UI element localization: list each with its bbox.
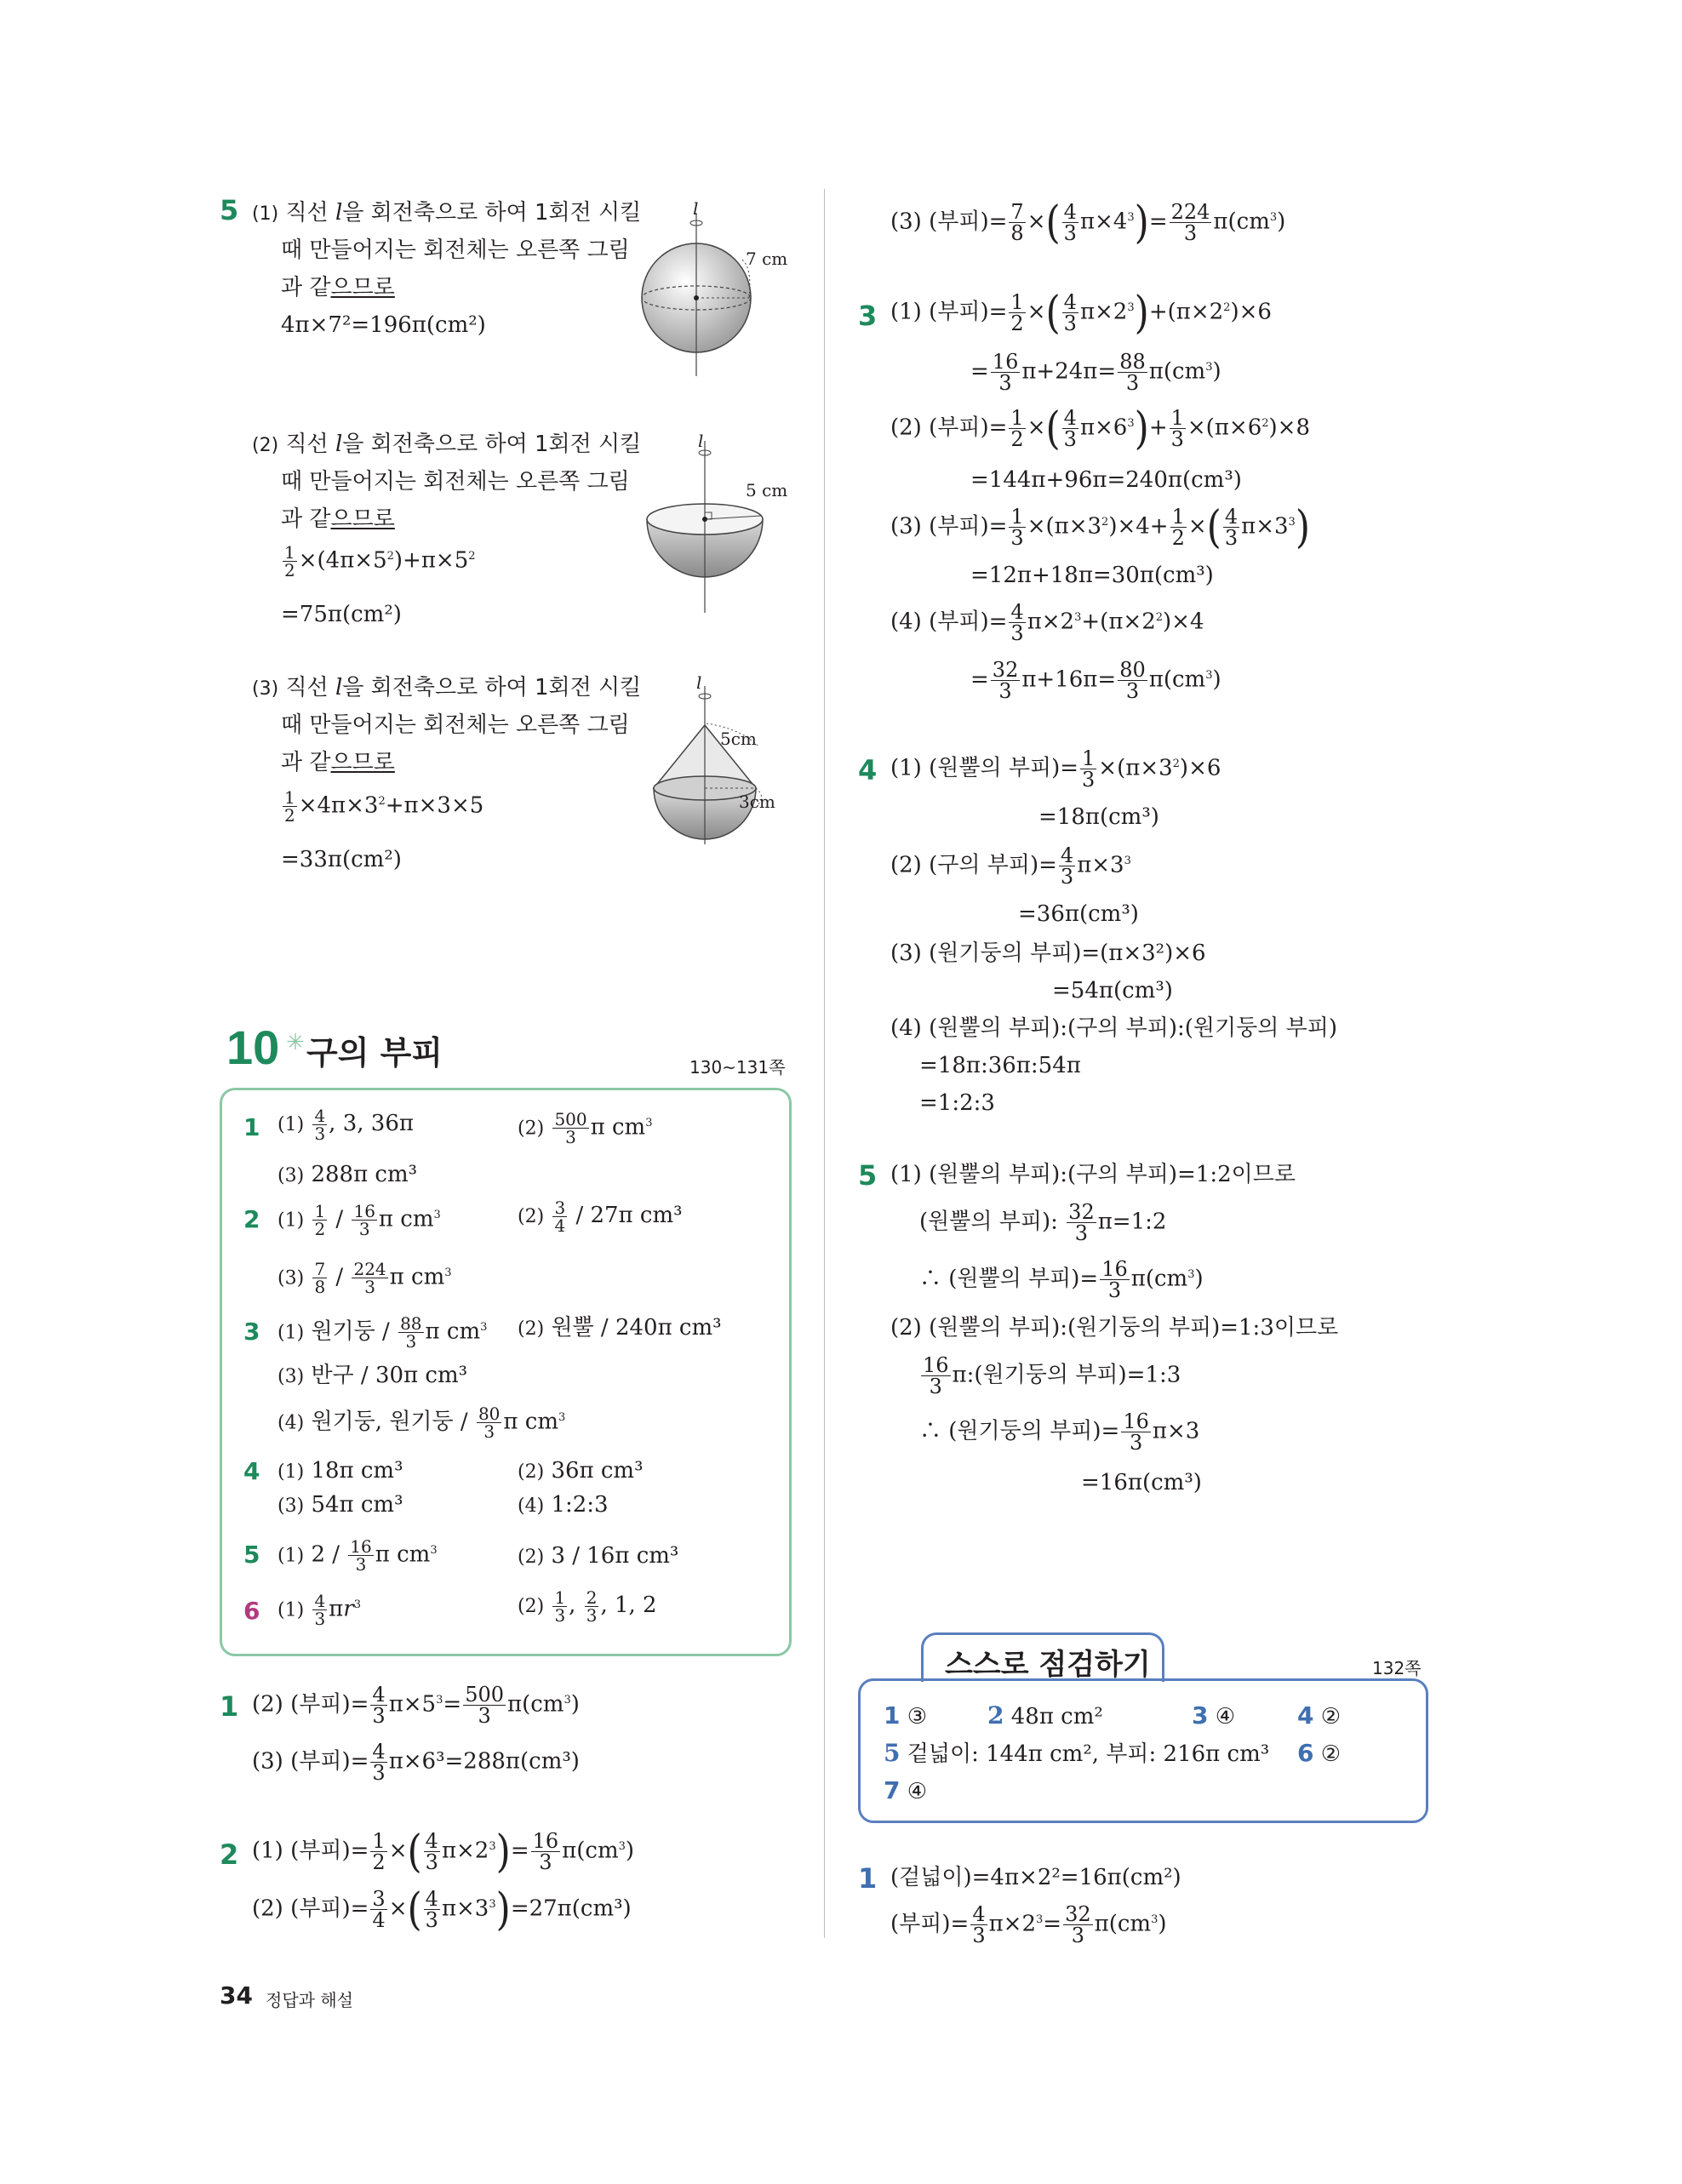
solution-4-2-result: =36π(cm³): [1018, 901, 1139, 927]
section-title: 구의 부피: [306, 1034, 443, 1072]
answer-1-3: (3) 288π cm³: [277, 1162, 418, 1187]
solution-4-4-result1: =18π:36π:54π: [919, 1053, 1081, 1078]
answer-2-1: (1) $\frac{1}{2}$ / $\frac{16}{3}$ π $cm^3$: [277, 1201, 441, 1240]
q5-p3-line3: 과 같으므로: [281, 750, 395, 775]
solution-num-2: 2: [220, 1838, 239, 1871]
answer-2-3: (3) $\frac{7}{8}$ / $\frac{224}{3}$ π $cm^3$: [277, 1259, 452, 1298]
answer-5-1: (1) 2 / $\frac{16}{3}$ π $cm^3$: [277, 1536, 438, 1575]
solution-3-4-result: = $\frac{32}{3}$ π+16π= $\frac{80}{3}$ $\pi(cm^3)$: [970, 658, 1221, 704]
solution-3-3-result: =12π+18π=30π(cm³): [970, 563, 1214, 588]
fig1-axis-label: l: [693, 198, 699, 219]
check-item-5: 5 겉넓이: 144π cm², 부피: 216π cm³: [884, 1739, 1270, 1767]
solution-3-4: (4) (부피)= $\frac{4}{3}$ $\pi\times 2^3+(\pi\times 2^2)\times 4$: [890, 600, 1204, 646]
check-item-1: 1 ③: [884, 1701, 928, 1729]
q5-p3-line2: 때 만들어지는 회전체는 오른쪽 그림: [281, 712, 630, 738]
axis-variable: l: [335, 200, 343, 226]
solution-num-3: 3: [858, 300, 878, 332]
solution-1-2: (2) (부피)= $\frac{4}{3}$ $\pi\times 5^3=$ $\frac{500}{3}$ $\pi(cm^3)$: [252, 1683, 580, 1729]
check-item-7: 7 ④: [884, 1776, 928, 1804]
q5-p2-line3: 과 같으므로: [281, 506, 395, 532]
answer-3-4: (4) 원기둥, 원기둥 / $\frac{80}{3}$ π $cm^3$: [277, 1404, 566, 1443]
fig3-slant-label: 5cm: [720, 729, 757, 749]
section-number: 10: [226, 1021, 280, 1074]
answer-6-1: (1) $\frac{4}{3}$ $\pi r^3$: [277, 1591, 361, 1630]
solution-3-1: (1) (부피)= $\frac{1}{2}$ ×( $\frac{4}{3}$ $\pi\times 2^3)+(\pi\times 2^2)\times 6$: [890, 286, 1272, 339]
page-number: 34: [220, 1981, 253, 2010]
answer-num-2: 2: [243, 1205, 260, 1233]
q5-p1-line1: [252, 196, 641, 232]
answer-1-2: (2) $\frac{500}{3}$ π $cm^3$: [518, 1109, 653, 1148]
solution-5-2: (2) (원뿔의 부피):(원기둥의 부피)=1:3이므로: [890, 1315, 1339, 1341]
solution-4-1: (1) (원뿔의 부피)= $\frac{1}{3}$ $\times(\pi\times 3^2)\times 6$: [890, 746, 1221, 792]
solution-4-1-result: =18π(cm³): [1038, 804, 1159, 830]
solution-2-1: (1) (부피)= $\frac{1}{2}$ ×( $\frac{4}{3}$ $\pi\times 2^3)=$ $\frac{16}{3}$ $\pi(cm^3)$: [252, 1825, 635, 1878]
solution-4-3-result: =54π(cm³): [1052, 978, 1173, 1003]
solution-4-3: (3) (원기둥의 부피)=(π×3²)×6: [890, 940, 1206, 966]
solution-5-2-result: =16π(cm³): [1081, 1470, 1202, 1495]
q5-p3-calc: $\frac{1}{2}$ $\times 4\pi\times 3^2+\pi\times 3\times 5$: [284, 787, 484, 826]
check-solution-1-volume: (부피)= $\frac{4}{3}$ $\pi\times 2^3=$ $\frac{32}{3}$ $\pi(cm^3)$: [890, 1902, 1167, 1948]
solution-3-1-result: = $\frac{16}{3}$ π+24π= $\frac{88}{3}$ $\pi(cm^3)$: [970, 350, 1221, 396]
check-solution-num-1: 1: [858, 1862, 878, 1895]
solution-4-2: (2) (구의 부피)= $\frac{4}{3}$ $\pi\times 3^3$: [890, 843, 1131, 889]
text: 을 회전축으로 하여 1회전 시킬: [342, 200, 642, 226]
q5-p1-line3: 과 같으므로: [281, 275, 395, 300]
cone-hemisphere-figure: [630, 677, 792, 848]
answer-4-2: (2) 36π cm³: [518, 1458, 644, 1484]
solution-5-1: (1) (원뿔의 부피):(구의 부피)=1:2이므로: [890, 1162, 1296, 1187]
check-item-4: 4 ②: [1297, 1701, 1342, 1729]
q5-p1-calc: 4π×7²=196π(cm²): [281, 312, 486, 338]
answer-3-1: (1) 원기둥 / $\frac{88}{3}$ π $cm^3$: [277, 1313, 488, 1352]
answer-num-1: 1: [243, 1113, 260, 1141]
check-solution-1-surface: (겉넓이)=4π×2²=16π(cm²): [890, 1865, 1181, 1890]
fig1-length-label: 7 cm: [746, 249, 788, 269]
solution-5-1-b: (원뿔의 부피): $\frac{32}{3}$ π=1:2: [919, 1200, 1167, 1245]
column-divider: [824, 189, 825, 1938]
solution-1-3: (3) (부피)= $\frac{4}{3}$ π×6³=288π(cm³): [252, 1740, 580, 1785]
solution-5-1-c: ∴ (원뿔의 부피)= $\frac{16}{3}$ $\pi(cm^3)$: [919, 1257, 1204, 1303]
fig3-axis-label: l: [696, 672, 702, 693]
answer-3-3: (3) 반구 / 30π cm³: [277, 1363, 468, 1388]
answer-4-1: (1) 18π cm³: [277, 1458, 403, 1484]
text: 직선: [285, 200, 335, 226]
section-pages: 130~131쪽: [689, 1057, 786, 1078]
q5-p3-result: =33π(cm²): [281, 847, 402, 872]
q5-p1-line2: 때 만들어지는 회전체는 오른쪽 그림: [281, 237, 630, 263]
self-check-page: 132쪽: [1372, 1658, 1422, 1678]
fig2-axis-label: l: [698, 431, 704, 451]
fig2-length-label: 5 cm: [746, 480, 788, 500]
answer-num-4: 4: [243, 1457, 260, 1485]
q5-p3-line1: (3) 직선 l을 회전축으로 하여 1회전 시킬: [252, 675, 642, 700]
q5-p2-line2: 때 만들어지는 회전체는 오른쪽 그림: [281, 469, 630, 495]
answer-4-3: (3) 54π cm³: [277, 1492, 403, 1518]
tab-join: [921, 1682, 1164, 1690]
q5-p2-calc: $\frac{1}{2}$ $\times(4\pi\times 5^2)+\pi\times 5^2$: [284, 542, 476, 581]
answer-2-2: (2) $\frac{3}{4}$ / 27π cm³: [518, 1197, 683, 1236]
solution-num-5: 5: [858, 1159, 878, 1192]
answer-1-1: (1) $\frac{4}{3}$ , 3, 36π: [277, 1105, 414, 1144]
q5-p2-line1: (2) 직선 l을 회전축으로 하여 1회전 시킬: [252, 432, 642, 457]
solution-num-4: 4: [858, 754, 878, 786]
fig3-radius-label: 3cm: [739, 792, 775, 812]
solution-4-4-result2: =1:2:3: [919, 1090, 995, 1116]
solution-5-2-c: ∴ (원기둥의 부피)= $\frac{16}{3}$ π×3: [919, 1409, 1200, 1455]
solution-4-4: (4) (원뿔의 부피):(구의 부피):(원기둥의 부피): [890, 1015, 1338, 1041]
sphere-figure: [621, 197, 792, 376]
page-footer-label: 정답과 해설: [266, 1990, 353, 2010]
part-tag: (1): [252, 203, 279, 225]
check-item-6: 6 ②: [1297, 1739, 1342, 1767]
solution-3-3: (3) (부피)= $\frac{1}{3}$ $\times(\pi\times 3^2)\times 4+$ $\frac{1}{2}$ ×( $\frac{4}{3}$ $\pi\times 3^3$): [890, 500, 1310, 553]
solution-3-2-result: =144π+96π=240π(cm³): [970, 467, 1242, 493]
answer-5-2: (2) 3 / 16π cm³: [518, 1543, 679, 1569]
solution-5-2-b: $\frac{16}{3}$ π:(원기둥의 부피)=1:3: [923, 1353, 1181, 1398]
answer-num-5: 5: [243, 1541, 260, 1569]
answer-num-6: 6: [243, 1597, 260, 1625]
solution-3-2: (2) (부피)= $\frac{1}{2}$ ×( $\frac{4}{3}$ $\pi\times 6^3)+$ $\frac{1}{3}$ $\times(\pi\times 6^2)\times 8$: [890, 402, 1310, 455]
answer-3-2: (2) 원뿔 / 240π cm³: [518, 1315, 722, 1341]
check-item-3: 3 ④: [1192, 1701, 1236, 1729]
section-star-icon: ✳: [286, 1030, 305, 1055]
self-check-title: 스스로 점검하기: [945, 1648, 1151, 1682]
answer-6-2: (2) $\frac{1}{3}$ , $\frac{2}{3}$ , 1, 2: [518, 1587, 657, 1626]
answer-num-3: 3: [243, 1318, 260, 1346]
answer-4-4: (4) 1:2:3: [518, 1492, 609, 1518]
solution-2-3: (3) (부피)= $\frac{7}{8}$ ×( $\frac{4}{3}$ $\pi\times 4^3)=$ $\frac{224}{3}$ $\pi(cm^3)$: [890, 196, 1286, 249]
solution-2-2: (2) (부피)= $\frac{3}{4}$ ×( $\frac{4}{3}$ $\pi\times 3^3)=27\pi(cm^3)$: [252, 1883, 632, 1935]
solution-num-1: 1: [220, 1690, 239, 1723]
question-number-5: 5: [220, 194, 239, 226]
check-item-2: 2 48π cm²: [987, 1701, 1103, 1729]
q5-p2-result: =75π(cm²): [281, 602, 402, 627]
hemisphere-figure: [630, 434, 792, 621]
